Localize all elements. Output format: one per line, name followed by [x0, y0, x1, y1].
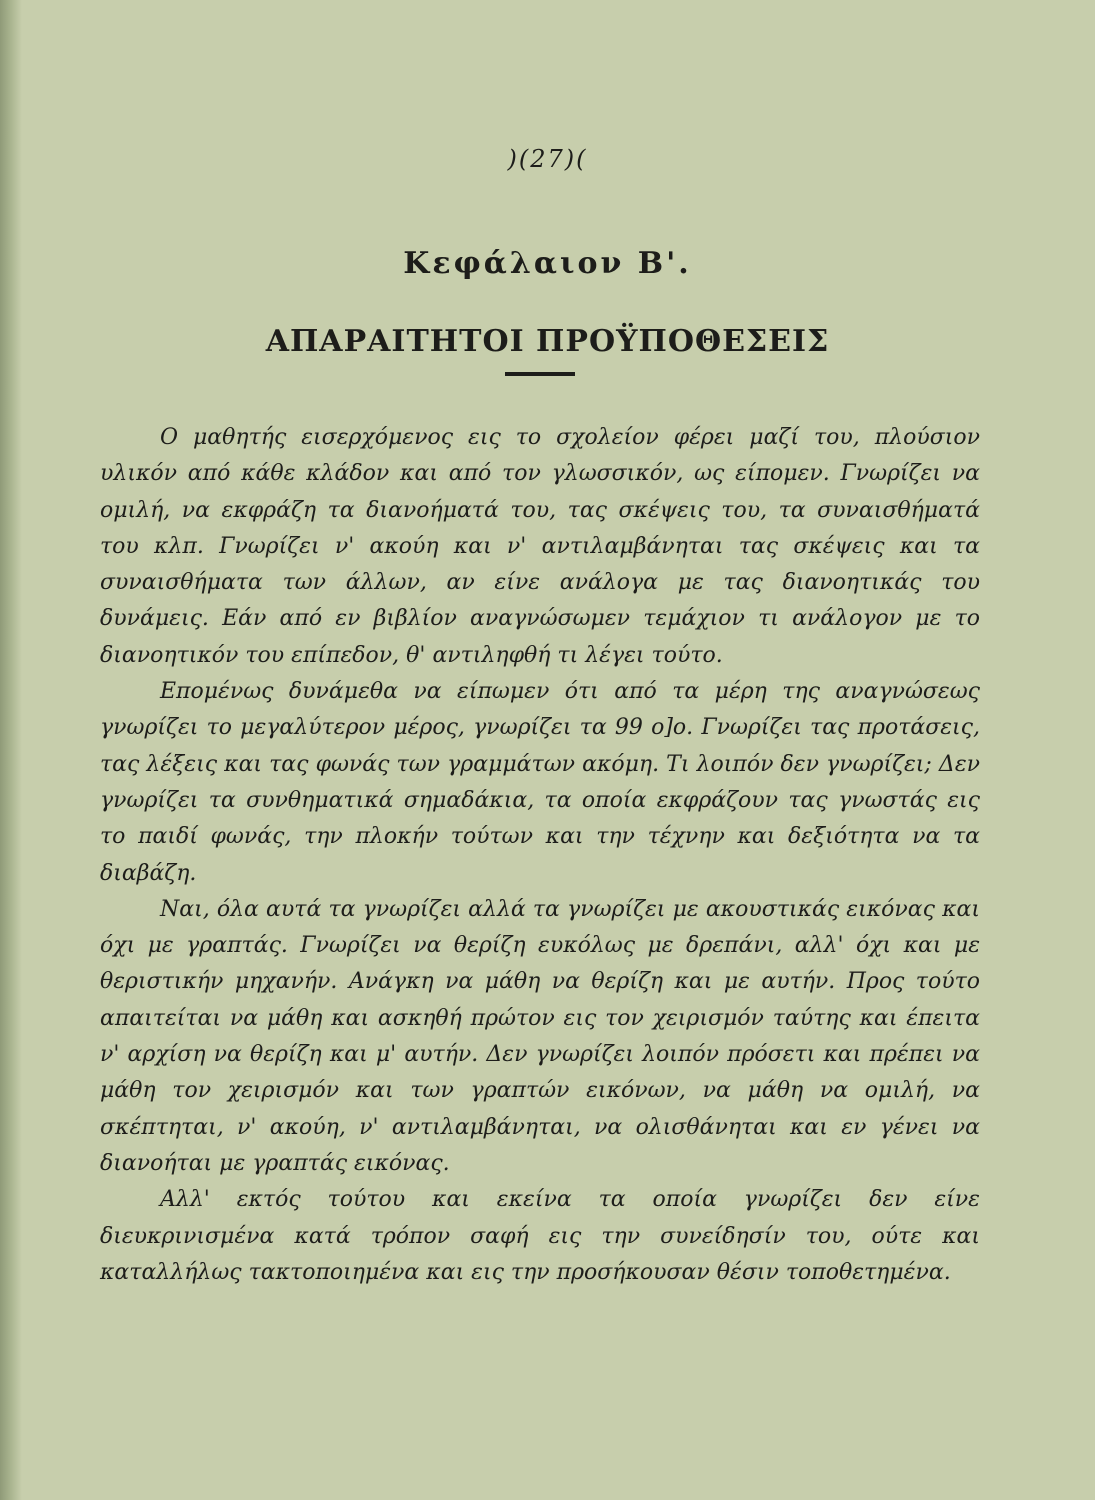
paragraph: Αλλ' εκτός τούτου και εκείνα τα οποία γνωρίζει δεν είνε διευκρινισμένα κατά τρόπον σαφή εις την συνείδησίν του, ούτε και καταλλήλως τακτοποιημένα και εις την προσήκουσαν θέσιν τοποθετημένα. — [100, 1187, 980, 1285]
section-heading: ΑΠΑΡΑΙΤΗΤΟΙ ΠΡΟΫΠΟΘΕΣΕΙΣ — [265, 324, 830, 359]
chapter-title: Κεφάλαιον Β'. — [403, 246, 692, 281]
paragraph: Ναι, όλα αυτά τα γνωρίζει αλλά τα γνωρίζει με ακουστικάς εικόνας και όχι με γραπτάς. Γνωρίζει να θερίζη ευκόλως με δρεπάνι, αλλ' όχι και με θεριστικήν μηχανήν. Ανάγκη να μάθη να θερίζη και με αυτήν. Προς τούτο απαιτείται να μάθη και ασκηθή πρώτον εις τον χειρισμόν ταύτης και έπειτα ν' αρχίση να θερίζη και μ' αυτήν. Δεν γνωρίζει λοιπόν πρόσετι και πρέπει να μάθη τον χειρισμόν και των γραπτών εικόνων, να μάθη να ομιλή, να σκέπτηται, ν' ακούη, ν' αντιλαμβάνηται, να ολισθάνηται και εν γένει να διανοήται με γραπτάς εικόνας. — [100, 896, 980, 1176]
page-binding-edge — [0, 0, 22, 1500]
body-text — [100, 420, 980, 1291]
heading-divider — [505, 372, 575, 376]
page-number: )(27)( — [507, 145, 588, 173]
paragraph: Επομένως δυνάμεθα να είπωμεν ότι από τα μέρη της αναγνώσεως γνωρίζει το μεγαλύτερον μέρος, γνωρίζει τα 99 ο]ο. Γνωρίζει τας προτάσεις, τας λέξεις και τας φωνάς των γραμμάτων ακόμη. Τι λοιπόν δεν γνωρίζει; Δεν γνωρίζει τα συνθηματικά σημαδάκια, τα οποία εκφράζουν τας γνωστάς εις το παιδί φωνάς, την πλοκήν τούτων και την τέχνην και δεξιότητα να τα διαβάζη. — [100, 679, 980, 886]
paragraph: Ο μαθητής εισερχόμενος εις το σχολείον φέρει μαζί του, πλούσιον υλικόν από κάθε κλάδον και από τον γλωσσικόν, ως είπομεν. Γνωρίζει να ομιλή, να εκφράζη τα διανοήματά του, τας σκέψεις του, τα συναισθήματά του κλπ. Γνωρίζει ν' ακούη και ν' αντιλαμβάνηται τας σκέψεις και τα συναισθήματα των άλλων, αν είνε ανάλογα με τας διανοητικάς του δυνάμεις. Εάν από εν βιβλίον αναγνώσωμεν τεμάχιον τι ανάλογον με το διανοητικόν του επίπεδον, θ' αντιληφθή τι λέγει τούτο. — [100, 425, 980, 668]
